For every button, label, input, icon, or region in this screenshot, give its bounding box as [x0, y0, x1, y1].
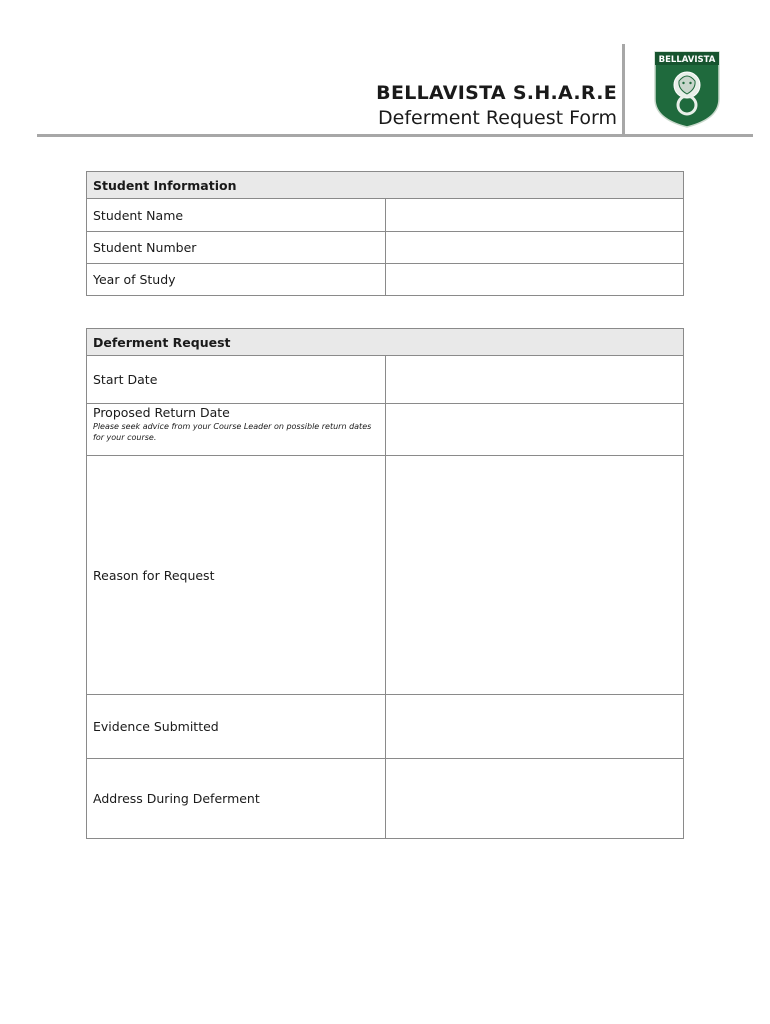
- form-title: Deferment Request Form: [378, 107, 617, 129]
- label-proposed-return-date: Proposed Return Date: [93, 405, 230, 420]
- label-cell-proposed-return-date: [87, 404, 386, 456]
- input-reason-for-request[interactable]: [385, 456, 684, 695]
- label-year-of-study: Year of Study: [87, 264, 386, 296]
- lion-crest-icon: [652, 49, 722, 129]
- note-proposed-return-date: Please seek advice from your Course Leader on possible return dates for your course.: [93, 422, 372, 442]
- org-title: BELLAVISTA S.H.A.R.E: [376, 82, 617, 104]
- student-information-table: [86, 171, 684, 296]
- header-vertical-divider: [622, 44, 625, 136]
- header-divider: [37, 134, 753, 137]
- section-title-student-information: Student Information: [87, 172, 684, 199]
- input-proposed-return-date[interactable]: [385, 404, 684, 456]
- label-address-during-deferment: Address During Deferment: [87, 759, 386, 839]
- input-address-during-deferment[interactable]: [385, 759, 684, 839]
- input-start-date[interactable]: [385, 356, 684, 404]
- label-evidence-submitted: Evidence Submitted: [87, 695, 386, 759]
- input-evidence-submitted[interactable]: [385, 695, 684, 759]
- section-title-deferment-request: Deferment Request: [87, 329, 684, 356]
- input-student-name[interactable]: [385, 199, 684, 232]
- logo-text: BELLAVISTA: [658, 55, 716, 65]
- deferment-request-table: [86, 328, 684, 839]
- label-start-date: Start Date: [87, 356, 386, 404]
- input-student-number[interactable]: [385, 232, 684, 264]
- label-student-name: Student Name: [87, 199, 386, 232]
- label-student-number: Student Number: [87, 232, 386, 264]
- input-year-of-study[interactable]: [385, 264, 684, 296]
- label-reason-for-request: Reason for Request: [87, 456, 386, 695]
